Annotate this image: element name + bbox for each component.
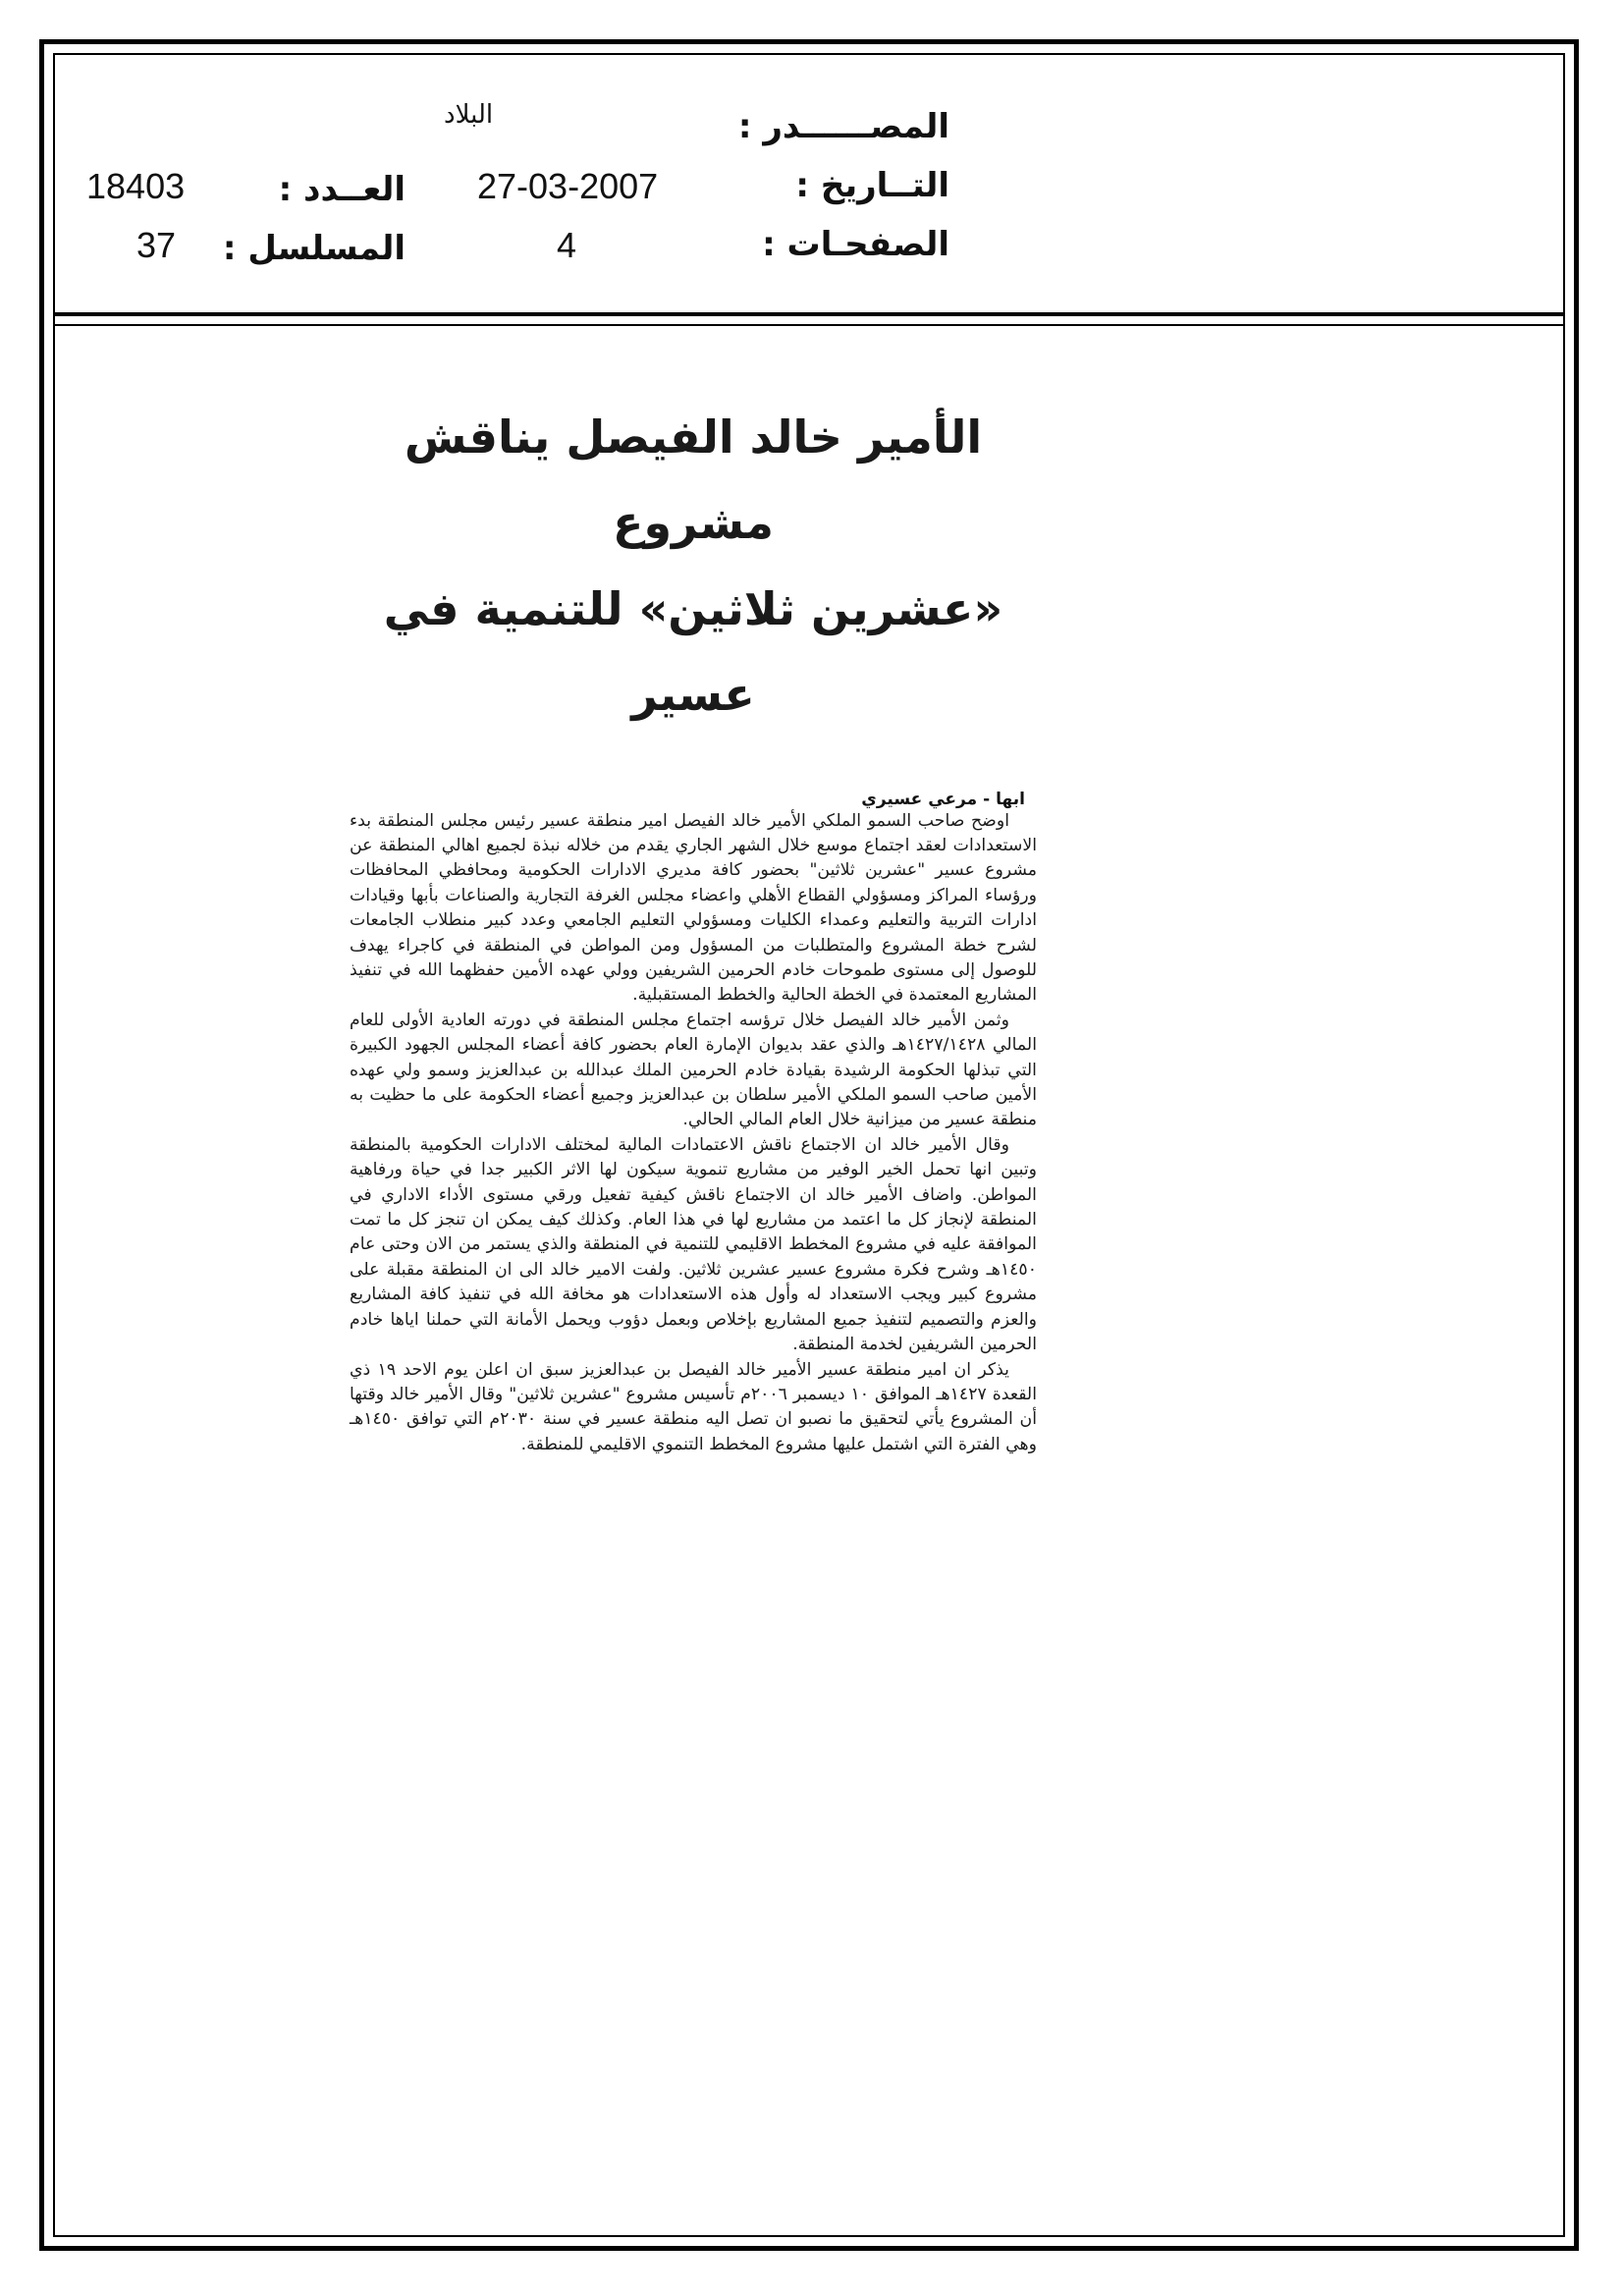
date-value: 27-03-2007	[477, 166, 659, 206]
article-paragraph: وثمن الأمير خالد الفيصل خلال ترؤسه اجتماع مجلس المنطقة في دورته العادية الأولى للعام المالي ١٤٢٧/١٤٢٨هـ والذي عقد بديوان الإمارة العام بحضور كافة أعضاء المجلس الجهود الكبيرة التي تبذلها الحكومة الرشيدة بقيادة خادم الحرمين الملك عبدالله بن عبدالعزيز وسمو ولي عهده الأمين صاحب السمو الملكي الأمير سلطان بن عبدالعزيز وجميع أعضاء الحكومة على ما حظيت به منطقة عسير من ميزانية خلال العام المالي الحالي.	[350, 1010, 1037, 1130]
byline-author: مرعي عسيري	[861, 789, 978, 809]
headline-line-1: الأمير خالد الفيصل يناقش مشروع	[404, 410, 983, 550]
header-divider	[53, 312, 1565, 316]
source-value: البلاد	[444, 100, 494, 130]
news-article	[350, 395, 1037, 1457]
source-label: المصــــــدر :	[737, 107, 949, 146]
headline-line-2: «عشرين ثلاثين» للتنمية في عسير	[383, 581, 1003, 722]
byline-city: ابها	[996, 789, 1025, 809]
article-paragraph: يذكر ان امير منطقة عسير الأمير خالد الفيصل بن عبدالعزيز سبق ان اعلن يوم الاحد ١٩ ذي القعدة ١٤٢٧هـ الموافق ١٠ ديسمبر ٢٠٠٦م تأسيس مشروع "عشرين ثلاثين" وقال الأمير خالد وقتها أن المشروع يأتي لتحقيق ما نصبو ان تصل اليه منطقة عسير في سنة ٢٠٣٠م التي توافق ١٤٥٠هـ وهي الفترة التي اشتمل عليها مشروع المخطط التنموي الاقليمي للمنطقة.	[350, 1359, 1038, 1454]
issue-value: 18403	[86, 166, 186, 206]
serial-value: 37	[136, 225, 177, 265]
header-divider-thin	[53, 324, 1565, 326]
issue-label: العــدد :	[278, 170, 406, 209]
pages-value: 4	[557, 225, 577, 265]
byline	[350, 790, 1025, 809]
article-paragraph: اوضح صاحب السمو الملكي الأمير خالد الفيصل امير منطقة عسير رئيس مجلس المنطقة بدء الاستعدادات لعقد اجتماع موسع خلال الشهر الجاري يقدم من خلاله نبذة لجميع اهالي المنطقة عن مشروع عسير "عشرين ثلاثين" بحضور كافة مديري الادارات الحكومية ومحافظي المحافظات ورؤساء المراكز ومسؤولي القطاع الأهلي واعضاء مجلس الغرفة التجارية والصناعات بأبها وقيادات ادارات التربية والتعليم وعمداء الكليات ومسؤولي التعليم الجامعي وعدد كبير منطلاب الجامعات لشرح خطة المشروع والمتطلبات من المسؤول ومن المواطن في المنطقة في كاجراء يهدف للوصول إلى مستوى طموحات خادم الحرمين الشريفين وولي عهده الأمين حفظهما الله في تنفيذ المشاريع المعتمدة في الخطة الحالية والخطط المستقبلية.	[350, 810, 1037, 1006]
article-paragraph: وقال الأمير خالد ان الاجتماع ناقش الاعتمادات المالية لمختلف الادارات الحكومية بالمنطقة وتبين انها تحمل الخير الوفير من مشاريع تنموية سيكون لها الاثر الكبير جدا في حياة ورفاهية المواطن. واضاف الأمير خالد ان الاجتماع ناقش كيفية تفعيل ورقي مستوى الأداء الاداري في المنطقة لإنجاز كل ما اعتمد من مشاريع لها في هذا العام. وكذلك كيف يمكن ان تنجز كل ما تمت الموافقة عليه في مشروع المخطط الاقليمي للتنمية في المنطقة والذي يستمر من الان وحتى عام ١٤٥٠هـ وشرح فكرة مشروع عسير عشرين ثلاثين. ولفت الامير خالد الى ان المنطقة مقبلة على مشروع كبير ويجب الاستعداد له وأول هذه الاستعدادات هو مخافة الله في تنفيذ كافة المشاريع والعزم والتصميم لتنفيذ جميع المشاريع بإخلاص وبعمل دؤوب ويحمل الأمانة التي حملنا اياها خادم الحرمين الشريفين لخدمة المنطقة.	[350, 1134, 1037, 1355]
serial-label: المسلسل :	[222, 229, 406, 268]
pages-label: الصفحـات :	[762, 225, 949, 264]
byline-separator: -	[983, 789, 991, 809]
date-label: التــاريخ :	[795, 166, 949, 205]
